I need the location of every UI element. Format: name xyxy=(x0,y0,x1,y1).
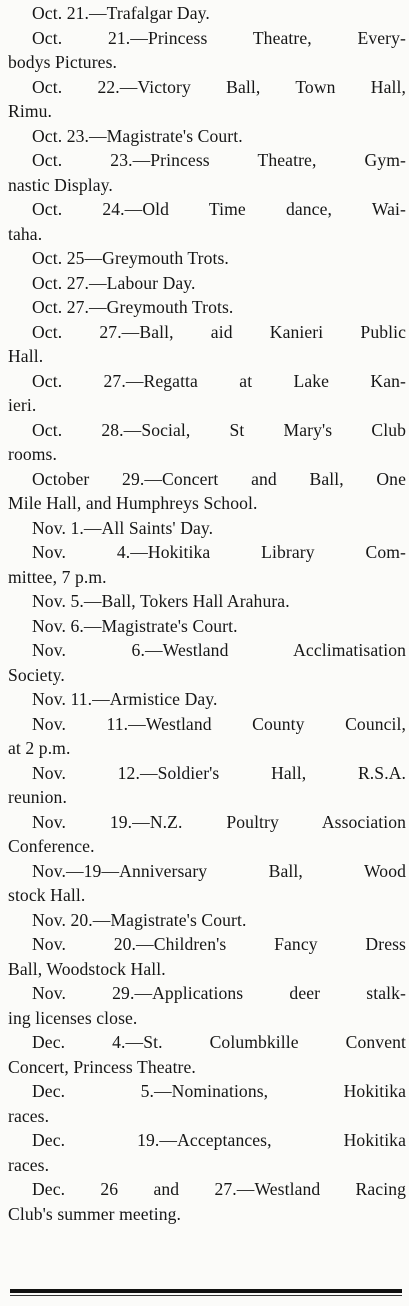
event-line-continued: Club's summer meeting. xyxy=(8,1203,181,1224)
event-entry xyxy=(8,761,406,810)
event-line: Oct. 23.—Princess Theatre, Gym- xyxy=(32,150,406,170)
event-line: Oct. 27.—Ball, aid Kanieri Public xyxy=(32,321,406,342)
event-entry xyxy=(8,271,406,296)
event-line: Nov. 1.—All Saints' Day. xyxy=(32,517,214,538)
event-entry xyxy=(8,1079,406,1128)
event-line-continued: races. xyxy=(8,1154,50,1175)
event-line: Oct. 27.—Regatta at Lake Kan- xyxy=(32,370,406,391)
event-entry xyxy=(8,516,406,541)
event-line: Nov. 11.—Armistice Day. xyxy=(32,689,218,709)
event-entry xyxy=(8,589,406,614)
event-line: Oct. 27.—Labour Day. xyxy=(32,272,196,293)
event-entry xyxy=(8,124,406,149)
event-entry xyxy=(8,932,406,981)
event-line: Oct. 21.—Trafalgar Day. xyxy=(32,3,210,23)
event-line-continued: at 2 p.m. xyxy=(8,738,71,758)
event-entry xyxy=(8,26,406,75)
divider-thick-line xyxy=(10,1289,402,1293)
event-entry xyxy=(8,687,406,712)
event-entry xyxy=(8,246,406,271)
event-line: Nov. 12.—Soldier's Hall, R.S.A. xyxy=(32,762,406,783)
event-entry xyxy=(8,638,406,687)
event-entry xyxy=(8,369,406,418)
event-entry xyxy=(8,148,406,197)
event-line-continued: stock Hall. xyxy=(8,885,86,905)
event-line-continued: bodys Pictures. xyxy=(8,52,118,72)
event-entry xyxy=(8,614,406,639)
event-line: Nov. 20.—Children's Fancy Dress xyxy=(32,934,406,954)
event-line: October 29.—Concert and Ball, One xyxy=(32,468,406,489)
event-line: Dec. 26 and 27.—Westland Racing xyxy=(32,1179,406,1199)
event-line: Nov. 6.—Magistrate's Court. xyxy=(32,615,238,636)
event-line-continued: taha. xyxy=(8,223,43,244)
event-line-continued: ieri. xyxy=(8,395,37,415)
event-line: Nov.—19—Anniversary Ball, Wood xyxy=(32,860,406,881)
event-line-continued: nastic Display. xyxy=(8,174,113,195)
event-entry xyxy=(8,1030,406,1079)
event-line: Oct. 23.—Magistrate's Court. xyxy=(32,125,243,146)
event-entry xyxy=(8,1,406,26)
event-line-continued: Concert, Princess Theatre. xyxy=(8,1056,196,1077)
event-line-continued: Hall. xyxy=(8,346,44,366)
event-entry xyxy=(8,467,406,516)
event-line: Nov. 20.—Magistrate's Court. xyxy=(32,909,247,930)
event-line: Oct. 24.—Old Time dance, Wai- xyxy=(32,199,406,219)
event-entry xyxy=(8,859,406,908)
event-entry xyxy=(8,1128,406,1177)
event-entry xyxy=(8,712,406,761)
event-entry xyxy=(8,418,406,467)
event-line: Dec. 5.—Nominations, Hokitika xyxy=(32,1081,406,1101)
events-calendar-column xyxy=(8,1,406,1226)
event-entry xyxy=(8,810,406,859)
event-line-continued: races. xyxy=(8,1105,50,1126)
event-line: Nov. 11.—Westland County Council, xyxy=(32,713,406,734)
event-line: Oct. 21.—Princess Theatre, Every- xyxy=(32,27,406,48)
event-line: Oct. 28.—Social, St Mary's Club xyxy=(32,419,406,440)
event-line: Oct. 22.—Victory Ball, Town Hall, xyxy=(32,76,406,97)
event-line-continued: Conference. xyxy=(8,836,95,856)
event-line: Nov. 29.—Applications deer stalk- xyxy=(32,983,406,1003)
event-line-continued: Rimu. xyxy=(8,101,53,121)
event-line: Nov. 6.—Westland Acclimatisation xyxy=(32,640,406,660)
event-entry xyxy=(8,75,406,124)
event-line-continued: ing licenses close. xyxy=(8,1007,138,1028)
event-entry xyxy=(8,981,406,1030)
event-entry xyxy=(8,908,406,933)
event-line: Dec. 19.—Acceptances, Hokitika xyxy=(32,1130,406,1150)
event-line-continued: Mile Hall, and Humphreys School. xyxy=(8,493,258,513)
event-line: Oct. 25—Greymouth Trots. xyxy=(32,248,229,268)
event-line-continued: reunion. xyxy=(8,787,67,807)
bottom-divider-rule xyxy=(10,1289,402,1297)
event-entry xyxy=(8,1177,406,1226)
event-line: Nov. 19.—N.Z. Poultry Association xyxy=(32,811,406,832)
event-line: Nov. 4.—Hokitika Library Com- xyxy=(32,542,406,562)
event-line-continued: Society. xyxy=(8,664,65,685)
event-line-continued: mittee, 7 p.m. xyxy=(8,566,107,587)
event-entry xyxy=(8,320,406,369)
event-line: Dec. 4.—St. Columbkille Convent xyxy=(32,1032,406,1052)
event-line-continued: Ball, Woodstock Hall. xyxy=(8,958,166,979)
event-entry xyxy=(8,197,406,246)
event-entry xyxy=(8,540,406,589)
divider-thin-line xyxy=(10,1295,402,1296)
event-entry xyxy=(8,295,406,320)
event-line: Nov. 5.—Ball, Tokers Hall Arahura. xyxy=(32,591,290,611)
event-line-continued: rooms. xyxy=(8,444,57,464)
event-line: Oct. 27.—Greymouth Trots. xyxy=(32,297,234,317)
